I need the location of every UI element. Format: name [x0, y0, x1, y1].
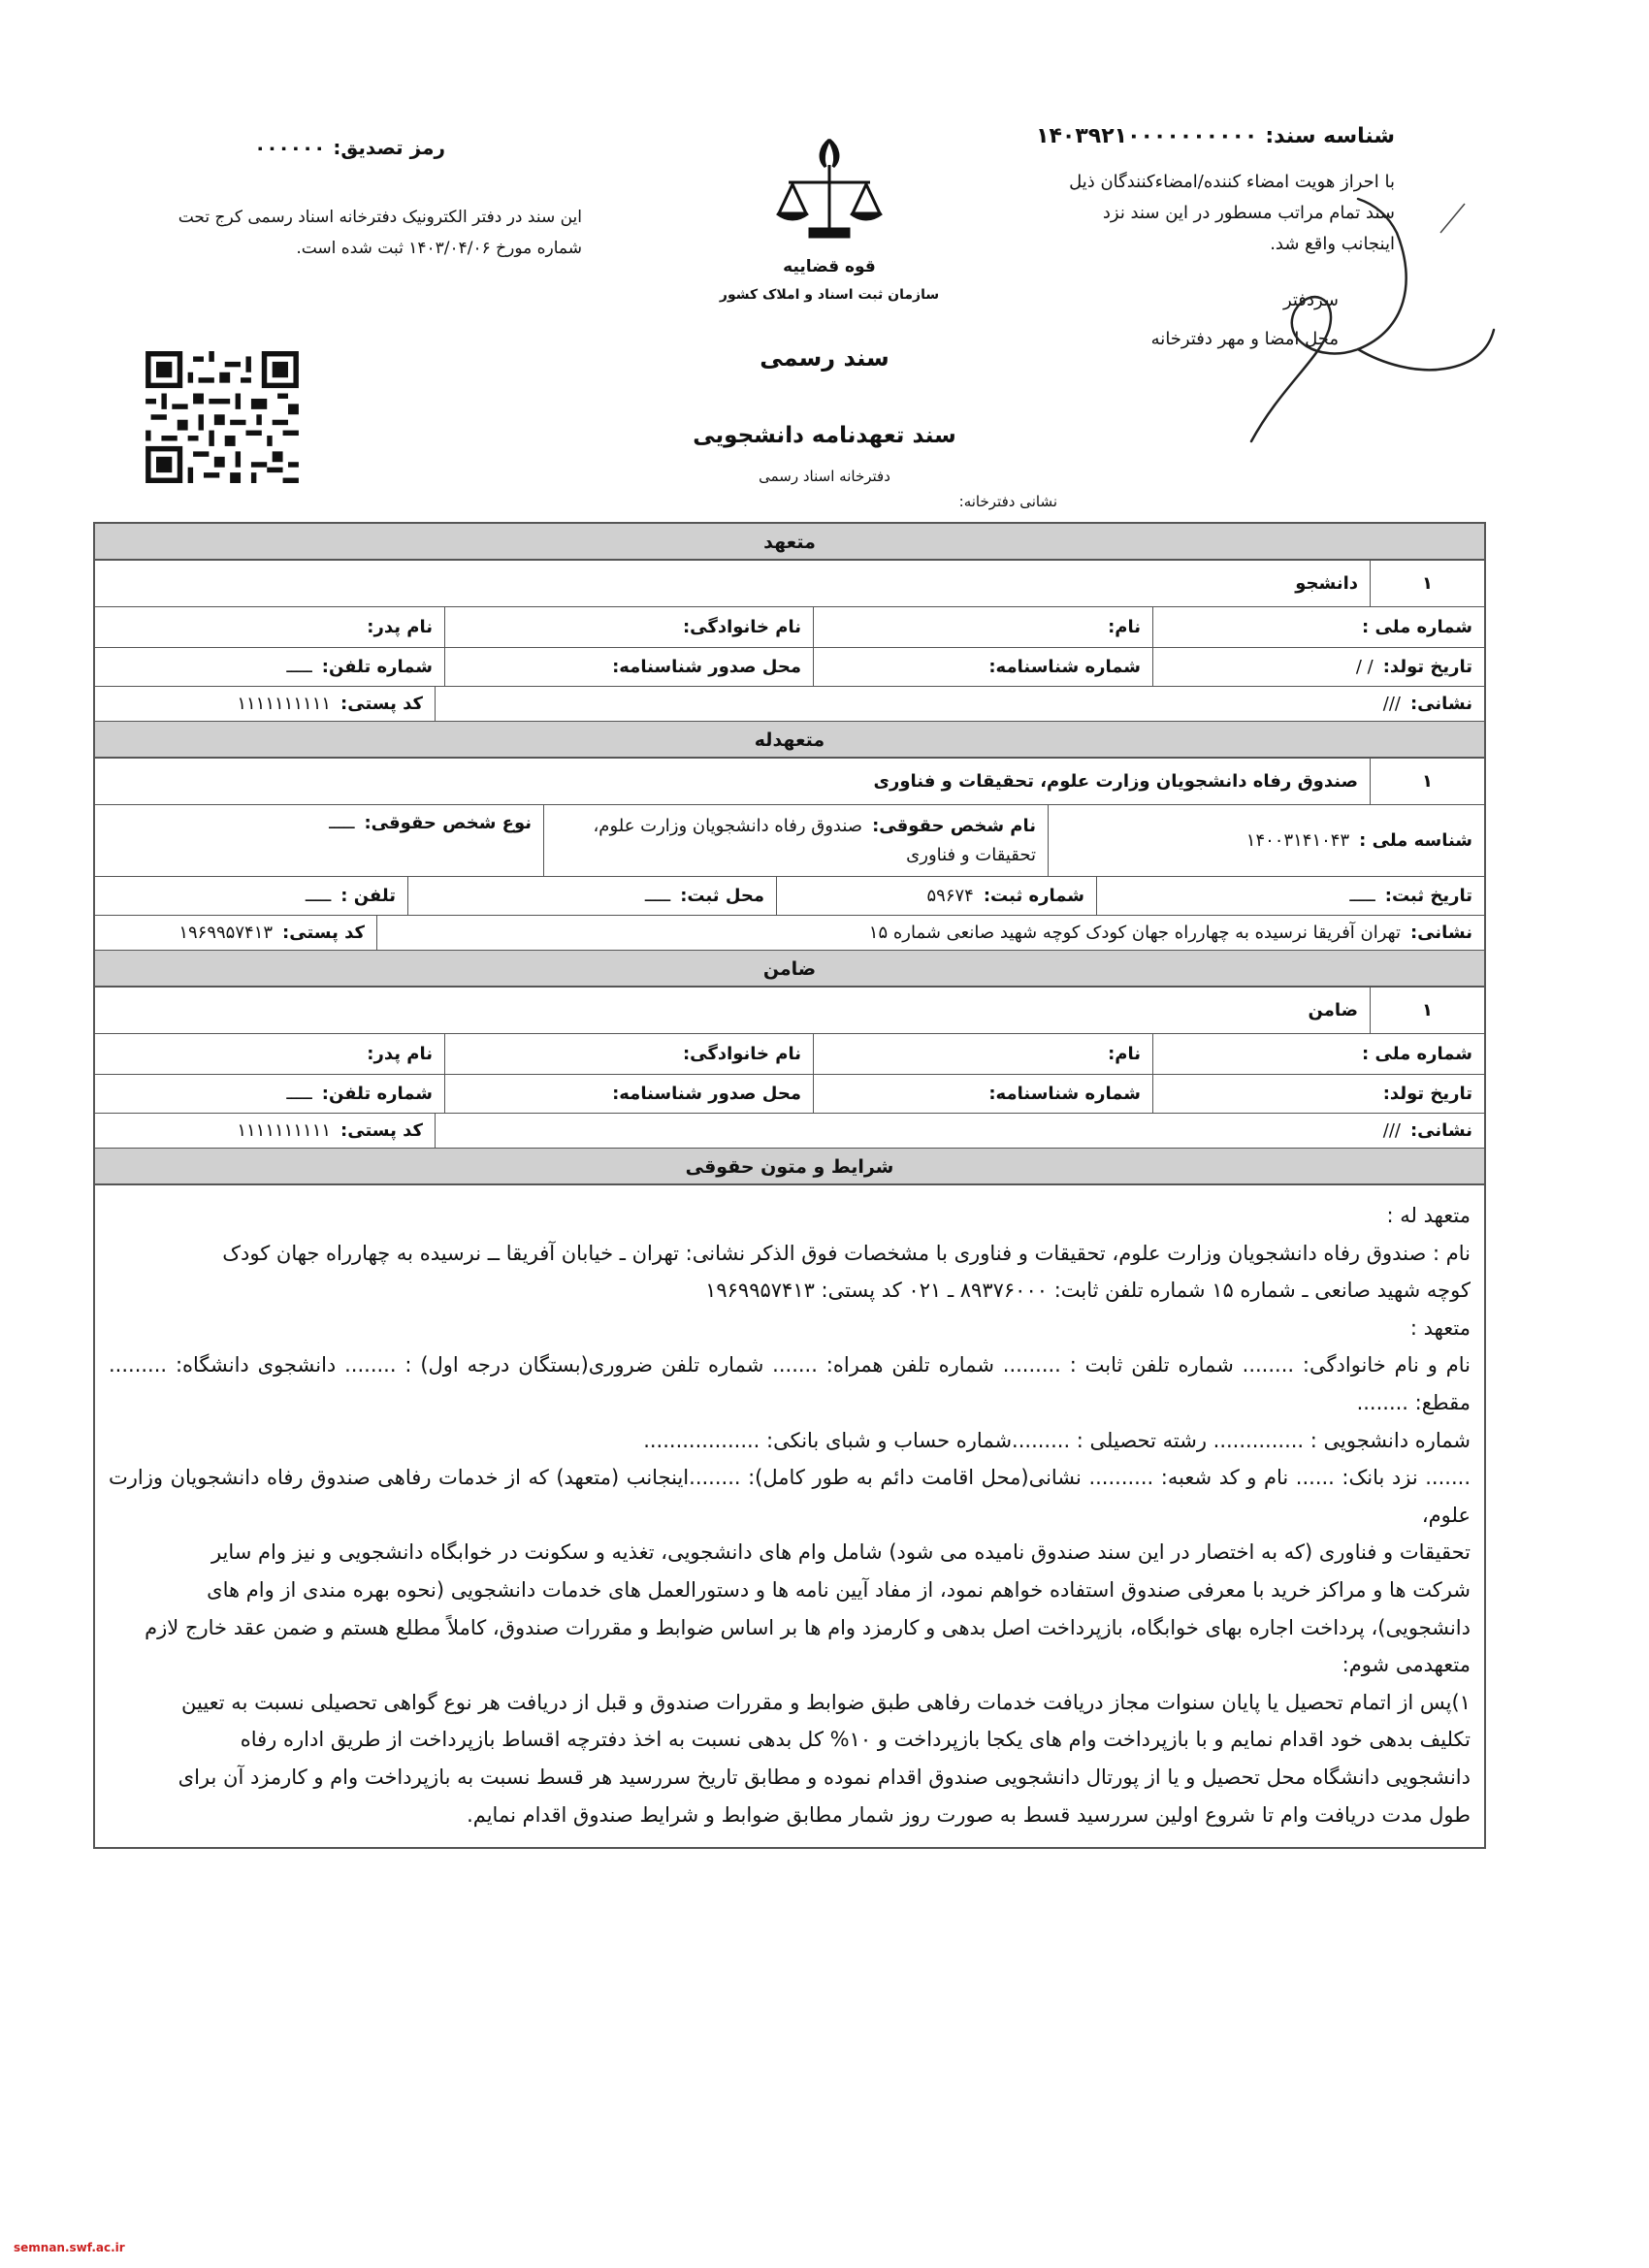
- notary-office-line: دفترخانه اسناد رسمی: [759, 468, 890, 485]
- emblem-org-judiciary: قوه قضاییه: [783, 257, 876, 276]
- obligee-legal-name: [543, 805, 1048, 876]
- handwritten-signature: [1212, 194, 1504, 456]
- obligor-address-value: ///: [1382, 694, 1401, 714]
- obligor-id-number-label: شماره شناسنامه:: [988, 657, 1141, 677]
- guarantor-birth-row: [95, 1075, 1484, 1114]
- terms-line: تحقیقات و فناوری (که به اختصار در این سند صندوق نامیده می شود) شامل وام های دانشجویی، تغذیه و سکونت در خوابگاه دانشجویی و نیز وام سایر: [210, 1540, 1471, 1565]
- guarantor-row-number: ۱: [1370, 988, 1484, 1033]
- terms-line: شماره دانشجویی : .............. رشته تحصیلی : .........شماره حساب و شبای بانکی: ..................: [643, 1428, 1471, 1452]
- obligee-address-row: [95, 916, 1484, 951]
- terms-line: دانشجویی دانشگاه محل تحصیل و یا از پورتال دانشجویی صندوق اقدام نموده و مطابق تاریخ سررسید هر قسط نسبت به بازپرداخت وام و کارمزد آن برای: [178, 1765, 1471, 1789]
- obligor-issue-place-label: محل صدور شناسنامه:: [612, 657, 801, 677]
- obligor-address: [435, 687, 1484, 721]
- guarantor-father-name-label: نام پدر:: [367, 1044, 433, 1064]
- guarantor-address-row: [95, 1114, 1484, 1149]
- verification-code-label: رمز تصدیق:: [333, 136, 445, 159]
- obligee-postal-code-label: کد پستی:: [282, 923, 365, 943]
- terms-line: شرکت ها و مراکز خرید با معرفی صندوق استفاده خواهم نمود، از مفاد آیین نامه ها و دستورالعمل های خدمات دانشجویی (نحوه بهره مندی از وام های: [207, 1577, 1471, 1602]
- guarantor-issue-place-label: محل صدور شناسنامه:: [612, 1084, 801, 1104]
- obligor-role-row: [95, 561, 1484, 607]
- guarantor-name-row: [95, 1034, 1484, 1075]
- obligee-address-value: تهران آفریقا نرسیده به چهارراه جهان کودک کوچه شهید صانعی شماره ۱۵: [868, 923, 1401, 943]
- guarantor-family-name: [444, 1034, 813, 1074]
- obligor-phone-label: شماره تلفن:: [321, 657, 433, 677]
- obligee-section-header: متعهدله: [95, 722, 1484, 759]
- terms-line: ۱)پس از اتمام تحصیل یا پایان سنوات مجاز دریافت خدمات رفاهی طبق ضوابط و مقررات صندوق و قبل از دریافت هر نوع گواهی تحصیلی نسبت به تعیین: [181, 1690, 1471, 1714]
- obligee-name-row: [95, 759, 1484, 805]
- guarantor-family-name-label: نام خانوادگی:: [682, 1044, 801, 1064]
- obligor-national-id: [1152, 607, 1484, 647]
- guarantor-first-name: [813, 1034, 1152, 1074]
- guarantor-issue-place: [444, 1075, 813, 1113]
- obligee-name: صندوق رفاه دانشجویان وزارت علوم، تحقیقات و فناوری: [873, 771, 1358, 792]
- obligee-legal-type-label: نوع شخص حقوقی:: [364, 813, 532, 833]
- terms-line: متعهد له :: [1386, 1204, 1471, 1227]
- terms-line: ....... نزد بانک: ...... نام و کد شعبه: .......... نشانی(محل اقامت دائم به طور کامل): ........اینجانب (متعهد) که از خدمات رفاهی صندوق رفاه دانشجویان وزارت علوم،: [109, 1466, 1471, 1527]
- obligor-birth-date: [1152, 648, 1484, 686]
- obligee-reg-number-value: ۵۹۶۷۴: [926, 886, 974, 906]
- judiciary-emblem: [719, 126, 940, 320]
- guarantor-birth-date: [1152, 1075, 1484, 1113]
- obligor-first-name: [813, 607, 1152, 647]
- obligor-issue-place: [444, 648, 813, 686]
- terms-line: تکلیف بدهی خود اقدام نمایم و با بازپرداخت وام های یکجا بازپرداخت و ۱۰% کل بدهی نسبت به اخذ دفترچه اقساط بازپرداخت از طریق اداره رفاه: [240, 1728, 1471, 1752]
- obligee-reg-number-label: شماره ثبت:: [983, 886, 1084, 906]
- terms-line: دانشجویی)، پرداخت اجاره بهای خوابگاه، بازپرداخت اصل بدهی و کارمزد وام ها بر اساس ضوابط و مقررات صندوق، کاملاً مطلع هستم و ضمن عقد خارج لازم: [145, 1615, 1471, 1639]
- obligor-birth-row: [95, 648, 1484, 687]
- guarantor-id-number-label: شماره شناسنامه:: [988, 1084, 1141, 1104]
- terms-line: متعهدمی شوم:: [1342, 1653, 1471, 1677]
- sign-role: سردفتر: [1283, 290, 1339, 310]
- obligee-reg-place-label: محل ثبت:: [680, 886, 764, 906]
- obligee-row-number: ۱: [1370, 759, 1484, 804]
- obligee-registration-row: [95, 877, 1484, 916]
- obligor-postal-code: [95, 687, 435, 721]
- guarantor-address-label: نشانی:: [1409, 1120, 1472, 1141]
- obligee-legal-row: [95, 805, 1484, 877]
- guarantor-national-id: [1152, 1034, 1484, 1074]
- terms-line: کوچه شهید صانعی ـ شماره ۱۵ شماره تلفن ثابت: ۸۹۳۷۶۰۰۰ ـ ۰۲۱ کد پستی: ۱۹۶۹۹۵۷۴۱۳: [705, 1279, 1471, 1303]
- obligee-reg-number: [776, 877, 1096, 915]
- notary-address-label: نشانی دفترخانه:: [958, 493, 1057, 510]
- obligor-id-number: [813, 648, 1152, 686]
- terms-body: [95, 1185, 1484, 1847]
- guarantor-national-id-label: شماره ملی :: [1362, 1044, 1472, 1064]
- guarantor-section-header: ضامن: [95, 951, 1484, 988]
- obligee-phone: [95, 877, 407, 915]
- obligor-address-label: نشانی:: [1409, 694, 1472, 714]
- obligor-section-header: متعهد: [95, 524, 1484, 561]
- guarantor-father-name: [95, 1034, 444, 1074]
- guarantor-address: [435, 1114, 1484, 1148]
- website-footer: semnan.swf.ac.ir: [14, 2241, 125, 2254]
- terms-line: متعهد :: [1409, 1315, 1471, 1340]
- guarantor-phone: [95, 1075, 444, 1113]
- obligee-phone-value: ـــــ: [305, 886, 332, 906]
- guarantor-first-name-label: نام:: [1108, 1044, 1141, 1064]
- obligee-reg-date: [1096, 877, 1484, 915]
- guarantor-id-number: [813, 1075, 1152, 1113]
- obligee-legal-type: [95, 805, 543, 876]
- guarantor-phone-label: شماره تلفن:: [321, 1084, 433, 1104]
- identity-note: با احراز هویت امضاء کننده/امضاءکنندگان ذیل سند تمام مراتب مسطور در این سند نزد اینجانب واقع شد.: [1069, 172, 1395, 254]
- guarantor-postal-code-value: ۱۱۱۱۱۱۱۱۱۱: [237, 1120, 332, 1141]
- sign-place: محل امضا و مهر دفترخانه: [1150, 329, 1339, 349]
- registry-note: این سند در دفتر الکترونیک دفترخانه اسناد رسمی کرج تحت شماره مورخ ۱۴۰۳/۰۴/۰۶ ثبت شده است.: [178, 208, 582, 258]
- document-id: [1036, 124, 1395, 148]
- obligee-legal-name-label: نام شخص حقوقی:: [872, 815, 1036, 836]
- obligor-father-name-label: نام پدر:: [367, 617, 433, 637]
- emblem-org-registry: سازمان ثبت اسناد و املاک کشور: [719, 287, 940, 303]
- obligation-form: [93, 522, 1486, 1849]
- document-type: سند رسمی: [760, 344, 889, 372]
- obligor-father-name: [95, 607, 444, 647]
- obligee-national-id-label: شناسه ملی :: [1359, 830, 1472, 851]
- obligor-phone-value: ـــــ: [286, 657, 312, 677]
- terms-line: نام : صندوق رفاه دانشجویان وزارت علوم، تحقیقات و فناوری با مشخصات فوق الذکر نشانی: تهران ـ خیابان آفریقا ــ نرسیده به چهارراه جهان کودک: [222, 1241, 1471, 1265]
- document-id-value: ۱۴۰۳۹۲۱۰۰۰۰۰۰۰۰۰۰: [1036, 124, 1258, 148]
- obligor-national-id-label: شماره ملی :: [1362, 617, 1472, 637]
- obligee-reg-date-value: ـــــ: [1349, 886, 1375, 906]
- obligee-reg-date-label: تاریخ ثبت:: [1384, 886, 1472, 906]
- obligor-family-name-label: نام خانوادگی:: [682, 617, 801, 637]
- guarantor-role-row: [95, 988, 1484, 1034]
- obligor-row-number: ۱: [1370, 561, 1484, 606]
- obligee-postal-code-value: ۱۹۶۹۹۵۷۴۱۳: [178, 923, 274, 943]
- guarantor-postal-code-label: کد پستی:: [340, 1120, 423, 1141]
- verification-code: [254, 136, 445, 159]
- obligor-postal-code-value: ۱۱۱۱۱۱۱۱۱۱: [237, 694, 332, 714]
- obligee-address: [376, 916, 1484, 950]
- obligee-phone-label: تلفن :: [340, 886, 396, 906]
- obligee-legal-type-value: ـــــ: [329, 813, 355, 833]
- obligee-postal-code: [95, 916, 376, 950]
- guarantor-phone-value: ـــــ: [286, 1084, 312, 1104]
- terms-line: نام و نام خانوادگی: ........ شماره تلفن ثابت : ......... شماره تلفن همراه: ....... شماره تلفن ضروری(بستگان درجه اول) : ........ دانشجوی دانشگاه: ......... مقطع: ........: [109, 1353, 1471, 1414]
- obligor-postal-code-label: کد پستی:: [340, 694, 423, 714]
- obligee-national-id-value: ۱۴۰۰۳۱۴۱۰۴۳: [1245, 830, 1350, 851]
- obligor-phone: [95, 648, 444, 686]
- obligee-national-id: [1048, 805, 1484, 876]
- guarantor-birth-date-label: تاریخ تولد:: [1382, 1084, 1472, 1104]
- terms-line: طول مدت دریافت وام تا شروع اولین سررسید قسط به صورت روز شمار مطابق ضوابط و شرایط صندوق اقدام نمایم.: [467, 1802, 1471, 1827]
- document-id-label: شناسه سند:: [1265, 124, 1395, 148]
- document-title: سند تعهدنامه دانشجویی: [693, 423, 956, 448]
- obligee-address-label: نشانی:: [1409, 923, 1472, 943]
- obligor-address-row: [95, 687, 1484, 722]
- obligee-legal-name-value: صندوق رفاه دانشجویان وزارت علوم، تحقیقات و فناوری: [593, 815, 1036, 865]
- terms-section-header: شرایط و متون حقوقی: [95, 1149, 1484, 1185]
- obligor-birth-date-value: / /: [1355, 657, 1374, 677]
- obligor-first-name-label: نام:: [1108, 617, 1141, 637]
- obligor-role: دانشجو: [1295, 573, 1358, 594]
- obligee-reg-place: [407, 877, 776, 915]
- guarantor-address-value: ///: [1382, 1120, 1401, 1141]
- obligor-birth-date-label: تاریخ تولد:: [1382, 657, 1472, 677]
- guarantor-postal-code: [95, 1114, 435, 1148]
- verification-code-value: ۰۰۰۰۰۰: [254, 136, 326, 159]
- obligor-name-row: [95, 607, 1484, 648]
- obligor-family-name: [444, 607, 813, 647]
- guarantor-role: ضامن: [1308, 1000, 1358, 1021]
- obligee-reg-place-value: ـــــ: [644, 886, 671, 906]
